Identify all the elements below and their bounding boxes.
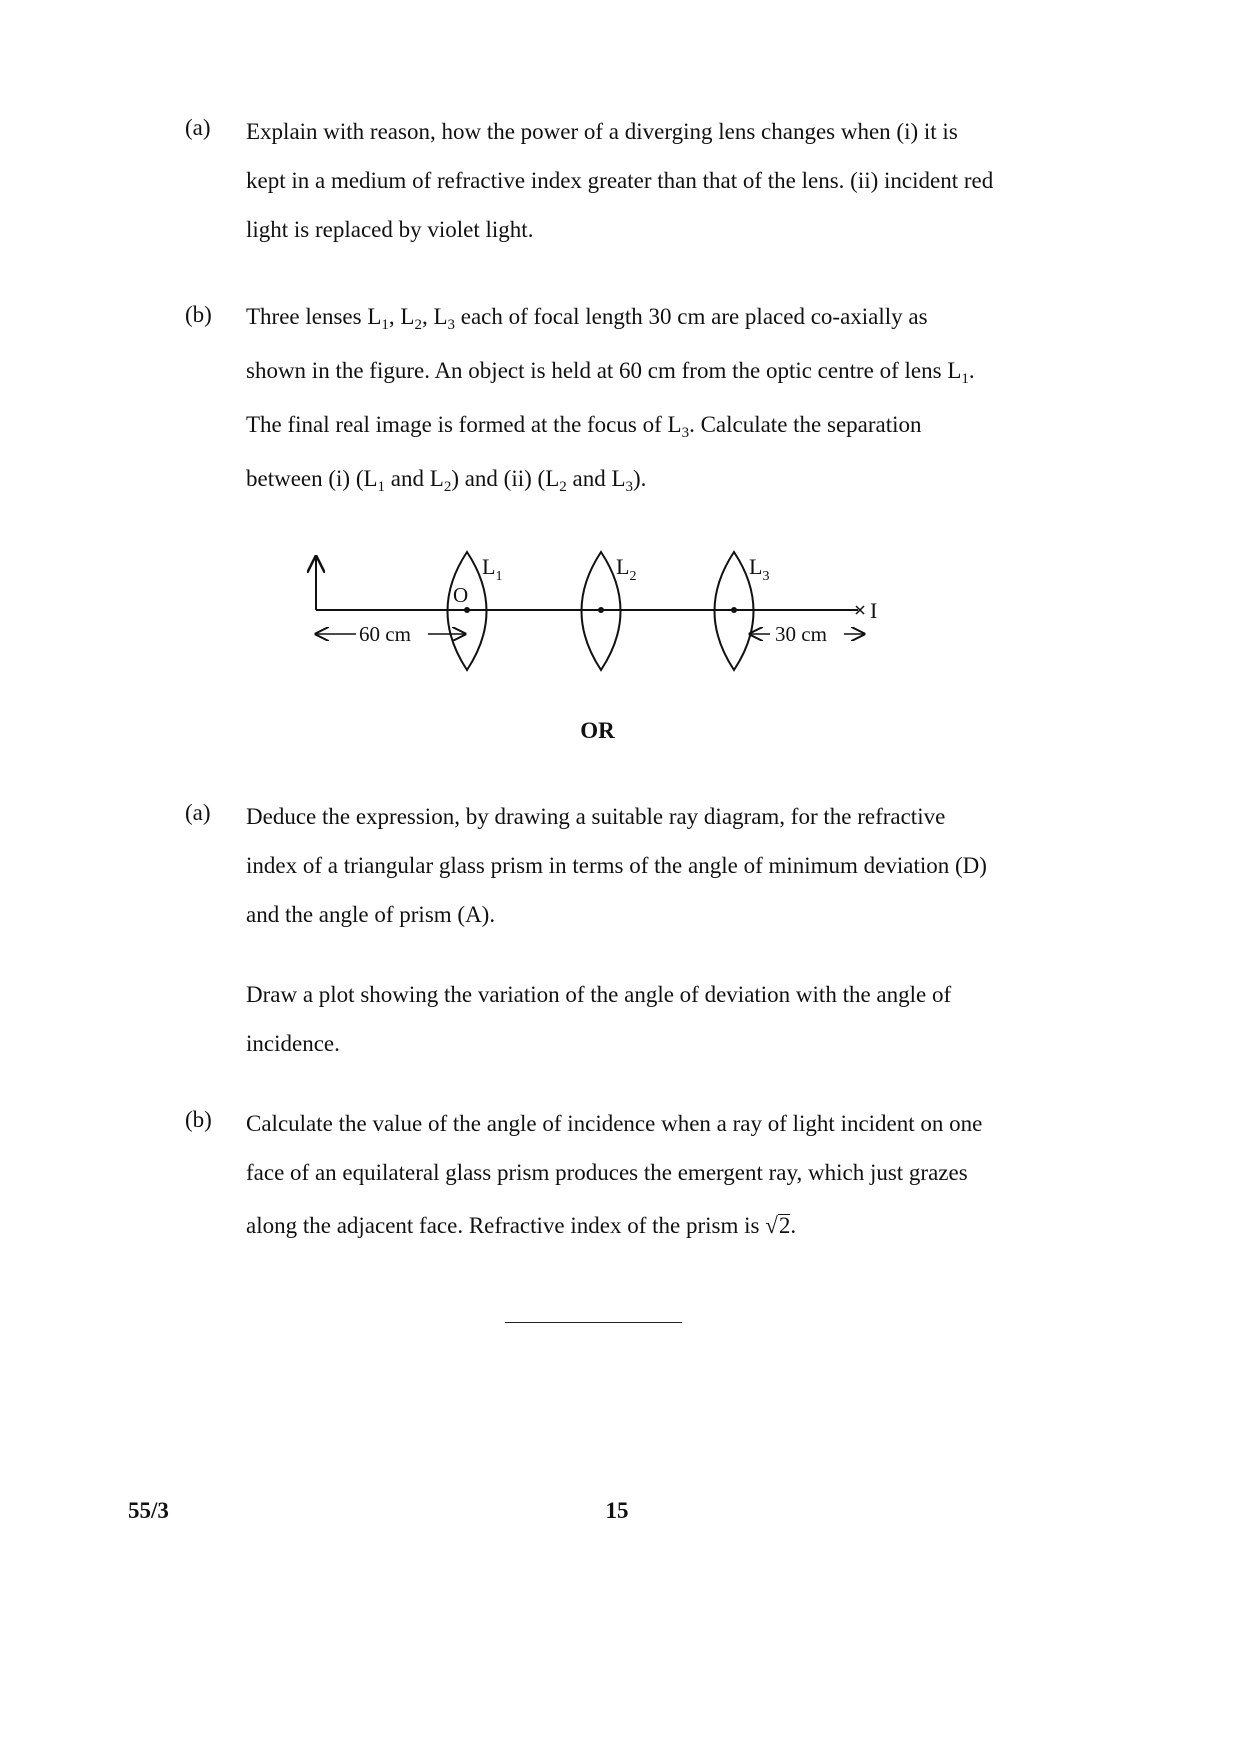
sqrt-value: 2 xyxy=(778,1213,791,1238)
origin-label: O xyxy=(453,583,469,607)
question-label: (a) xyxy=(185,800,211,825)
question-label: (b) xyxy=(185,302,212,327)
text-line: index of a triangular glass prism in terms of the angle of minimum deviation (D) xyxy=(246,853,987,878)
text-line: The final real image is formed at the focus of $L_3$. Calculate the separation xyxy=(246,412,922,441)
lens-l2 xyxy=(582,552,621,670)
or-separator: OR xyxy=(580,718,615,743)
lens-label-l1: $L_1$ xyxy=(482,554,503,584)
end-rule xyxy=(505,1322,682,1323)
optic-centre xyxy=(731,607,737,613)
distance-label-30: 30 cm xyxy=(775,622,827,646)
question-text xyxy=(246,792,1065,1068)
question-label: (b) xyxy=(185,1107,212,1132)
text-line: light is replaced by violet light. xyxy=(246,217,534,242)
lens-label-l2: $L_2$ xyxy=(616,554,637,584)
question-text xyxy=(246,290,1065,506)
text-line: between (i) ($L_1$ and $L_2$) and (ii) ($L_2$ and $L_3$). xyxy=(246,466,647,495)
text-line: along the adjacent face. Refractive index of the prism is √2. xyxy=(246,1213,797,1238)
text-line: Draw a plot showing the variation of the angle of deviation with the angle of xyxy=(246,982,952,1007)
lens-l1 xyxy=(448,552,487,670)
text-line: and the angle of prism (A). xyxy=(246,902,496,927)
image-label: I xyxy=(870,598,878,623)
image-cross xyxy=(856,606,864,614)
text-line: Explain with reason, how the power of a diverging lens changes when (i) it is xyxy=(246,119,958,144)
paper-code: 55/3 xyxy=(128,1498,169,1523)
text-line: kept in a medium of refractive index greater than that of the lens. (ii) incident red xyxy=(246,168,994,193)
text-line: shown in the figure. An object is held at 60 cm from the optic centre of lens $L_1$. xyxy=(246,358,975,387)
text-line: Three lenses $L_1$, $L_2$, $L_3$ each of focal length 30 cm are placed co-axially as xyxy=(246,304,928,333)
question-text xyxy=(246,107,1065,254)
text-line: incidence. xyxy=(246,1031,340,1056)
question-label: (a) xyxy=(185,115,211,140)
lens-label-l3: $L_3$ xyxy=(749,554,770,584)
sqrt-symbol: √ xyxy=(765,1213,778,1238)
distance-label-60: 60 cm xyxy=(359,622,411,646)
optic-centre xyxy=(464,607,470,613)
image-cross xyxy=(856,606,864,614)
lens-l3 xyxy=(715,552,754,670)
optic-centre xyxy=(598,607,604,613)
question-text xyxy=(246,1099,1065,1250)
text-line: face of an equilateral glass prism produces the emergent ray, which just grazes xyxy=(246,1160,968,1185)
text-line: Deduce the expression, by drawing a suitable ray diagram, for the refractive xyxy=(246,804,946,829)
page-number: 15 xyxy=(605,1498,629,1523)
text-line: Calculate the value of the angle of incidence when a ray of light incident on one xyxy=(246,1111,983,1136)
